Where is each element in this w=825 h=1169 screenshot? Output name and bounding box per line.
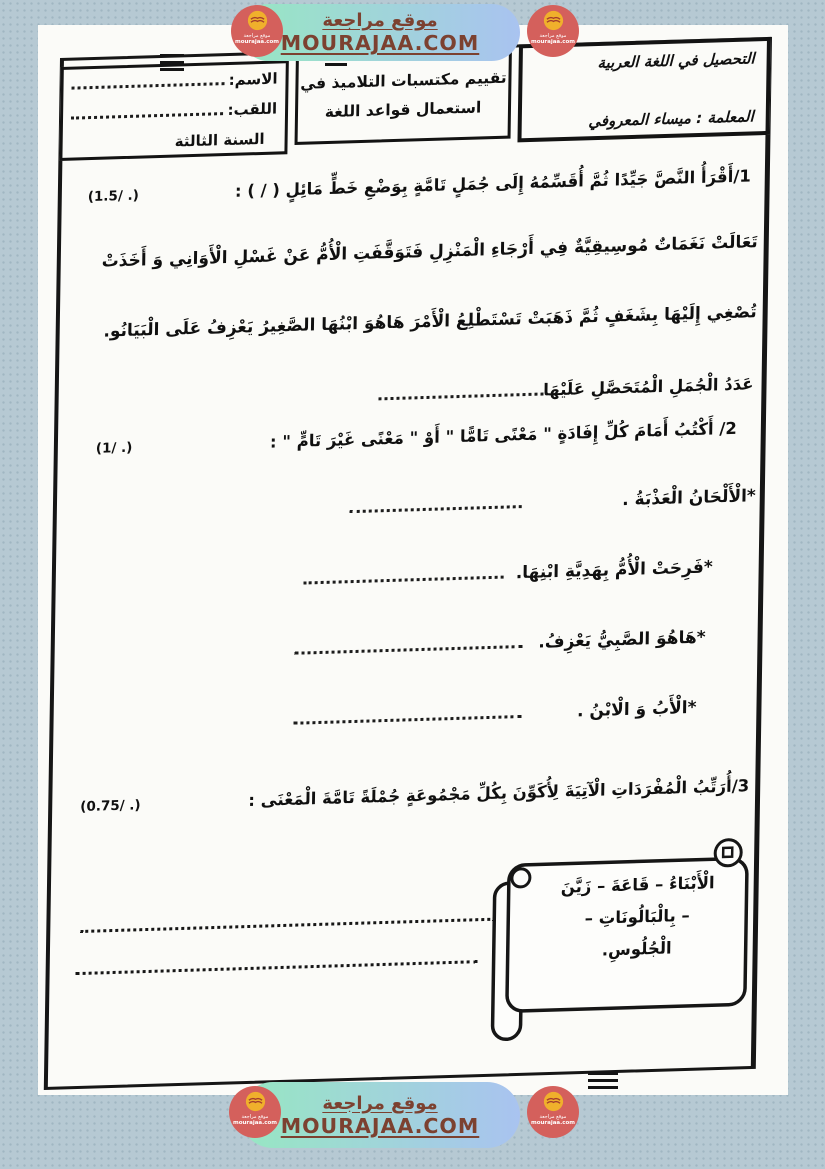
open-book-icon (247, 10, 268, 31)
q2-item-3-answer-line[interactable] (294, 640, 522, 655)
scroll-words-line1: الْأَبْنَاءُ – قَاعَةَ – زَيَّنَ (560, 873, 715, 897)
open-book-icon (543, 10, 564, 31)
question-2-text: 2/ أَكْتُبُ أَمَامَ كُلِّ إِفَادَةٍ " مَعْنًى تَامًّا " أَوْ " مَعْنًى غَيْرَ تَامٍّ " : (269, 418, 738, 452)
site-logo-badge (527, 1086, 579, 1138)
site-name-arabic: موقع مراجعة (322, 10, 438, 31)
surname-answer-line[interactable] (71, 107, 224, 120)
q3-answer-line-1[interactable] (80, 918, 495, 933)
sentence-count-label: عَدَدُ الْجُمَلِ الْمُتَحَصَّلِ عَلَيْهَا (543, 374, 754, 400)
name-label: الاسم: (228, 69, 278, 89)
scan-artifact (588, 1072, 618, 1089)
badge-text-arabic: موقع مراجعة (539, 1114, 567, 1120)
scroll-words-line3: الْجُلُوسِ. (601, 938, 672, 960)
name-answer-line[interactable] (71, 77, 224, 90)
badge-text-url: mourajaa.com (234, 39, 280, 45)
site-logo-badge (231, 5, 283, 57)
q2-item-2-answer-line[interactable] (304, 571, 504, 585)
q2-item-4-text: *الْأَبُ وَ الْابْنُ . (576, 697, 697, 722)
student-info-box (59, 60, 288, 161)
exam-title-line2: استعمال قواعد اللغة (324, 98, 482, 122)
question-1-text: 1/أَقْرَأُ النَّصَّ جَيِّدًا ثُمَّ أُقَسِّمُهُ إِلَى جُمَلٍ تَامَّةٍ بِوَضْعِ خَطٍّ مَائِلٍ ( / ) : (234, 166, 751, 201)
q2-item-1-text: *الْأَلْحَانُ الْعَذْبَةُ . (622, 486, 756, 511)
name-row (71, 70, 277, 94)
site-logo-badge (229, 1086, 281, 1138)
q2-item-4-answer-line[interactable] (293, 710, 521, 725)
question-2-marks: (1/ .) (95, 439, 133, 457)
passage-line-2: تُصْغِي إِلَيْهَا بِشَغَفٍ ثُمَّ ذَهَبَتْ تَسْتَطْلِعُ الْأَمْرَ هَاهُوَ ابْنُهَا الصَّغِيرُ يَعْزِفُ عَلَى الْبَيَانُو. (103, 302, 757, 342)
badge-text-url: mourajaa.com (530, 1120, 576, 1126)
q2-item-2-text: *فَرِحَتْ الْأُمُّ بِهَدِيَّةِ ابْنِهَا. (515, 557, 713, 584)
question-1 (88, 166, 751, 205)
q2-item-3-text: *هَاهُوَ الصَّبِيُّ يَعْزِفُ. (538, 627, 706, 653)
question-3-marks: (0.75/ .) (80, 797, 141, 816)
site-url[interactable]: MOURAJAA.COM (280, 1113, 480, 1138)
surname-label: اللقب: (227, 99, 278, 120)
q2-item-4 (293, 696, 757, 730)
sentence-count-answer-line[interactable] (378, 387, 543, 400)
open-book-icon (543, 1091, 564, 1112)
q2-item-1-answer-line[interactable] (350, 500, 522, 513)
question-3 (80, 776, 749, 815)
q2-item-3 (294, 626, 758, 660)
worksheet-frame (44, 37, 772, 1090)
q2-item-1 (350, 486, 760, 518)
site-url[interactable]: MOURAJAA.COM (280, 31, 480, 55)
site-banner-bottom[interactable] (240, 1082, 520, 1148)
open-book-icon (245, 1091, 266, 1112)
passage-line-1: تَعَالَتْ نَغَمَاتٌ مُوسِيقِيَّةٌ فِي أَرْجَاءِ الْمَنْزِلِ فَتَوَقَّفَتِ الْأُمُّ عَنْ غَسْلِ الْأَوَانِي وَ أَخَذَتْ (101, 232, 758, 272)
badge-text-arabic: موقع مراجعة (539, 33, 567, 39)
surname-row (71, 100, 277, 124)
scan-artifact (160, 54, 184, 71)
question-1-marks: (1.5/ .) (87, 187, 139, 206)
scroll-words-line2: – بِالْبَالُونَاتِ – (584, 906, 690, 929)
teacher-line: المعلمة : ميساء المعروفي (588, 107, 754, 131)
question-2 (96, 419, 737, 457)
q3-answer-line-2[interactable] (76, 960, 478, 975)
grade-row (70, 130, 276, 154)
subject-line: التحصيل في اللغة العربية (597, 49, 755, 73)
q2-item-2 (304, 556, 759, 590)
badge-text-arabic: موقع مراجعة (243, 33, 271, 39)
word-scroll-banner (487, 832, 754, 1046)
badge-text-arabic: موقع مراجعة (241, 1114, 269, 1120)
site-name-arabic: موقع مراجعة (322, 1092, 438, 1114)
exam-title-line1: تقييم مكتسبات التلاميذ في (300, 68, 507, 93)
badge-text-url: mourajaa.com (530, 39, 576, 45)
site-logo-badge (527, 5, 579, 57)
badge-text-url: mourajaa.com (232, 1120, 278, 1126)
grade-label: السنة الثالثة (174, 129, 265, 151)
question-3-text: 3/أُرَتِّبُ الْمُفْرَدَاتِ الْآتِيَةَ لِأُكَوِّنَ بِكُلِّ مَجْمُوعَةٍ جُمْلَةً تَامَّةَ الْمَعْنَى : (248, 776, 750, 811)
scroll-words (536, 866, 738, 968)
sentence-count-line (283, 374, 753, 407)
